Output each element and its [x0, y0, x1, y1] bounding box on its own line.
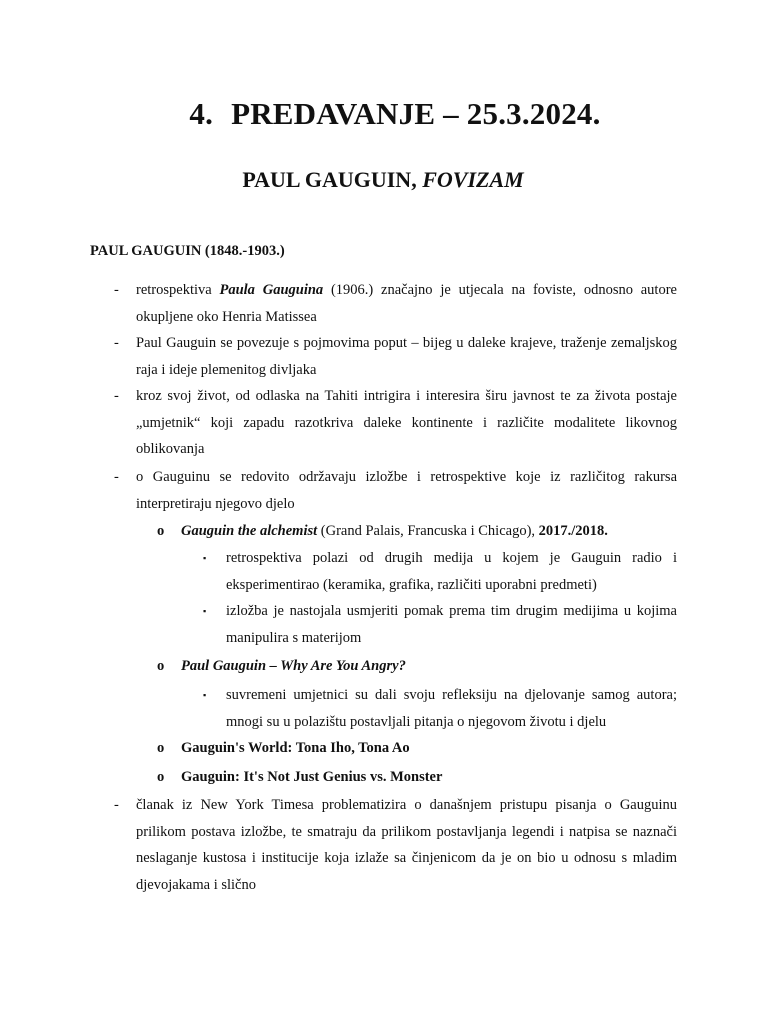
circle-marker: o	[157, 523, 165, 539]
page-title	[0, 96, 768, 132]
sub-sub-list-item: suvremeni umjetnici su dali svoju refleksiju na djelovanje samog autora; mnogi su u polazištu postavljali pitanja o njegovom životu i djelu	[226, 687, 677, 730]
sub-list-item	[181, 653, 677, 680]
dash-marker: -	[114, 282, 119, 298]
section-heading: PAUL GAUGUIN (1848.-1903.)	[90, 243, 285, 259]
sub-sub-list-item: retrospektiva polazi od drugih medija u kojem je Gauguin radio i eksperimentirao (keramika, grafika, različiti uporabni predmeti)	[226, 550, 677, 593]
dash-marker: -	[114, 797, 119, 813]
subtitle-italic: FOVIZAM	[422, 167, 524, 192]
bullet-1-emphasis: Paula Gauguina	[219, 282, 324, 298]
square-marker: ▪	[203, 606, 207, 616]
page-subtitle	[0, 167, 766, 193]
dash-marker: -	[114, 388, 119, 404]
bullet-1-pre: retrospektiva	[136, 282, 220, 298]
subtitle-main: PAUL GAUGUIN,	[242, 167, 417, 192]
circle-marker: o	[157, 740, 165, 756]
square-marker: ▪	[203, 553, 207, 563]
sub-sub-list-item: izložba je nastojala usmjeriti pomak prema tim drugim medijima u kojima manipulira s materijom	[226, 603, 677, 646]
list-item: o Gauguinu se redovito održavaju izložbe i retrospektive koje iz različitog rakursa interpretiraju njegovo djelo	[136, 469, 677, 512]
sub-list-item	[181, 518, 677, 545]
list-item: članak iz New York Timesa problematizira o današnjem pristupu pisanja o Gauguinu prilikom postava izložbe, te smatraju da prilikom postavljanja legendi i natpisa se naznači neslaganje kustosa i institucije koja izlaže sa činjenicom da je on bio u odnosu s mladim djevojakama i slično	[136, 797, 677, 893]
sub-list-item	[181, 764, 677, 791]
article-title: Gauguin: It's Not Just Genius vs. Monster	[181, 769, 443, 785]
exhibition-venue: (Grand Palais, Francuska i Chicago),	[317, 523, 539, 539]
sub-list-item	[181, 735, 677, 762]
exhibition-title: Gauguin's World: Tona Iho, Tona Ao	[181, 740, 410, 756]
list-item	[136, 277, 677, 330]
exhibition-year: 2017./2018.	[538, 523, 608, 539]
bullet-1-post: (1906.) značajno je utjecala na foviste, odnosno autore okupljene oko Henria Matissea	[136, 282, 677, 325]
circle-marker: o	[157, 769, 165, 785]
exhibition-title: Paul Gauguin – Why Are You Angry?	[181, 658, 406, 674]
dash-marker: -	[114, 335, 119, 351]
title-text: PREDAVANJE – 25.3.2024.	[231, 96, 601, 131]
title-number: 4.	[189, 96, 214, 131]
list-item: kroz svoj život, od odlaska na Tahiti intrigira i interesira širu javnost te za života postaje „umjetnik“ koji zapadu razotkriva daleke kontinente i različite modalitete likovnog oblikovanja	[136, 388, 677, 457]
circle-marker: o	[157, 658, 165, 674]
square-marker: ▪	[203, 690, 207, 700]
dash-marker: -	[114, 469, 119, 485]
exhibition-title: Gauguin the alchemist	[181, 523, 318, 539]
list-item: Paul Gauguin se povezuje s pojmovima poput – bijeg u daleke krajeve, traženje zemaljskog raja i ideje plemenitog divljaka	[136, 335, 677, 378]
